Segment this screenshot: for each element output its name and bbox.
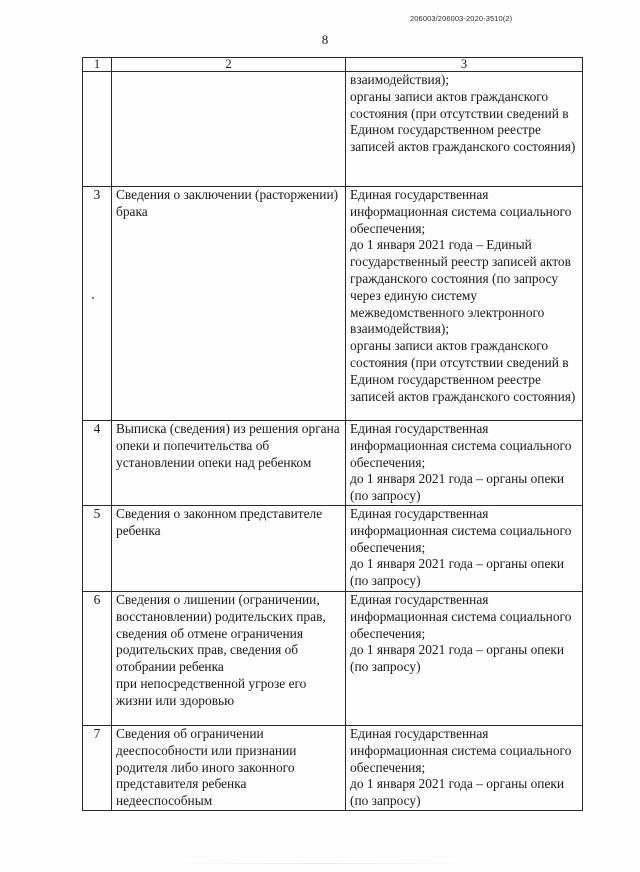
row-info: Сведения о заключении (расторжении) брака xyxy=(112,187,346,421)
row-number: 7 xyxy=(83,725,112,810)
row-source: взаимодействия); органы записи актов гражданского состояния (при отсутствии сведений в Едином государственном реестре записей актов гражданского состояния) xyxy=(346,72,583,187)
row-source: Единая государственная информационная система социального обеспечения; до 1 января 2021 года – органы опеки (по запросу) xyxy=(346,591,583,725)
table-row xyxy=(83,591,583,725)
table-row xyxy=(83,725,583,810)
data-sources-table xyxy=(82,57,583,811)
column-header-2: 2 xyxy=(112,58,346,72)
row-source: Единая государственная информационная система социального обеспечения; до 1 января 2021 года – органы опеки (по запросу) xyxy=(346,725,583,810)
row-info xyxy=(112,72,346,187)
table-row xyxy=(83,421,583,506)
table-row xyxy=(83,505,583,591)
row-info: Сведения о законном представителе ребенка xyxy=(112,505,346,591)
row-number: 3 xyxy=(83,187,112,421)
table-row xyxy=(83,187,583,421)
column-header-3: 3 xyxy=(346,58,583,72)
table-header-row xyxy=(83,58,583,72)
column-header-1: 1 xyxy=(83,58,112,72)
table-row xyxy=(83,72,583,187)
row-source: Единая государственная информационная система социального обеспечения; до 1 января 2021 года – органы опеки (по запросу) xyxy=(346,505,583,591)
row-info: Сведения об ограничении дееспособности или признании родителя либо иного законного представителя ребенка недееспособным xyxy=(112,725,346,810)
row-source: Единая государственная информационная система социального обеспечения; до 1 января 2021 года – Единый государственный реестр записей актов гражданского состояния (по запросу через единую систему межведомственного электронного взаимодействия); органы записи актов гражданского состояния (при отсутствии сведений в Едином государственном реестре записей актов гражданского состояния) xyxy=(346,187,583,421)
scan-speck xyxy=(92,297,94,299)
row-info: Сведения о лишении (ограничении, восстановлении) родительских прав, сведения об отмене ограничения родительских прав, сведения об отобрании ребенка при непосредственной угрозе его жизни или здоровью xyxy=(112,591,346,725)
page-number: 8 xyxy=(321,32,329,47)
row-number: 4 xyxy=(83,421,112,506)
scan-smudge xyxy=(170,863,470,864)
row-number: 5 xyxy=(83,505,112,591)
row-source: Единая государственная информационная система социального обеспечения; до 1 января 2021 года – органы опеки (по запросу) xyxy=(346,421,583,506)
document-code: 206003/206003-2020-3510(2) xyxy=(410,14,513,23)
row-number: 6 xyxy=(83,591,112,725)
row-number xyxy=(83,72,112,187)
row-info: Выписка (сведения) из решения органа опеки и попечительства об установлении опеки над ребенком xyxy=(112,421,346,506)
